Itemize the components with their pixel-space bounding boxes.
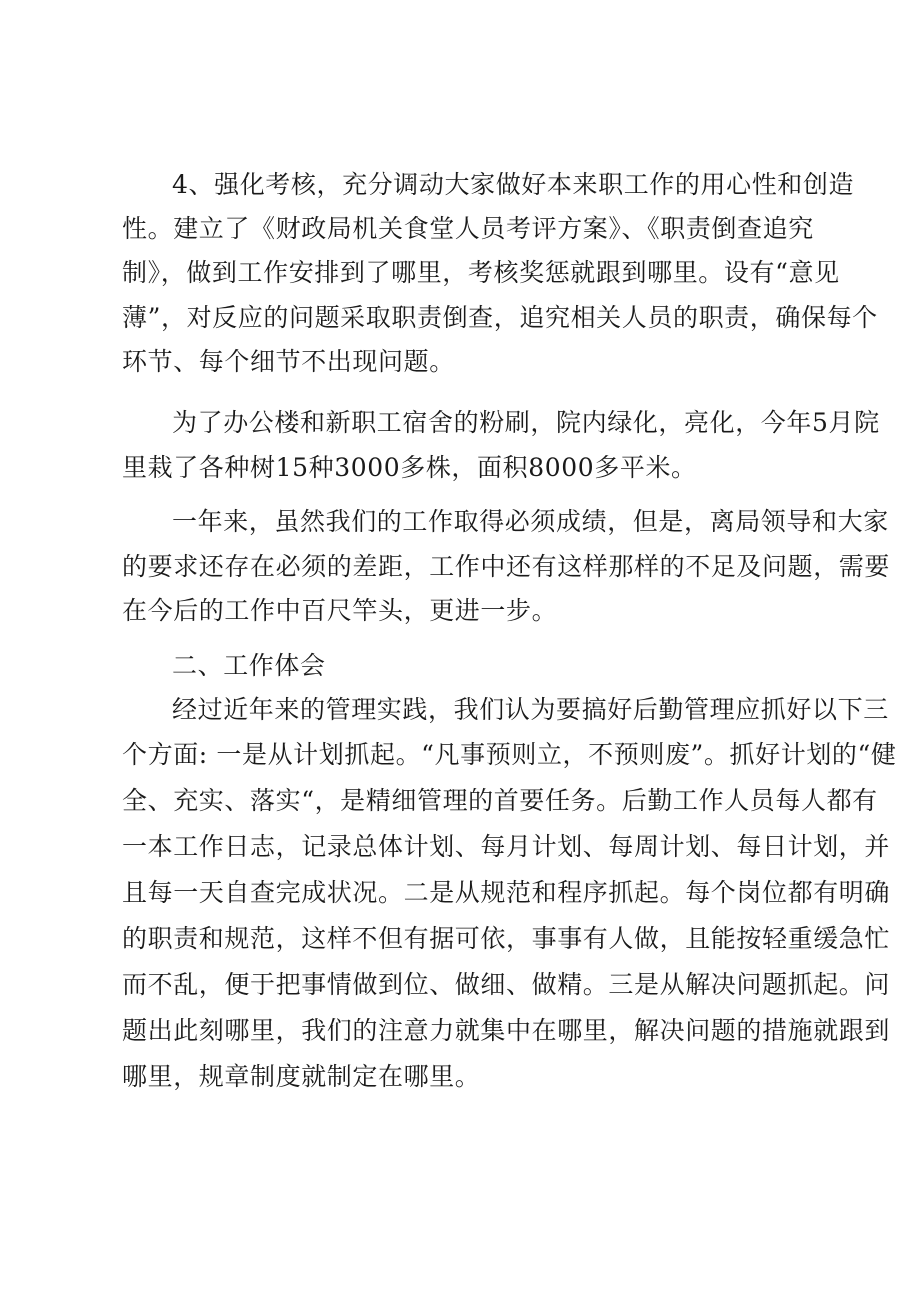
para-4-line-4: 一本工作日志，记录总体计划、每月计划、每周计划、每日计划，并	[122, 832, 891, 861]
para-4-line-3: 全、充实、落实“，是精细管理的首要任务。后勤工作人员每人都有	[122, 786, 878, 815]
para-4-line-2: 个方面: 一是从计划抓起。“凡事预则立，不预则废”。抓好计划的“健	[122, 740, 897, 769]
para-4-line-7: 而不乱，便于把事情做到位、做细、做精。三是从解决问题抓起。问	[122, 970, 891, 999]
para-1-line-2: 性。建立了《财政局机关食堂人员考评方案》、《职责倒查追究	[122, 214, 814, 243]
para-1-line-1: 4、强化考核，充分调动大家做好本来职工作的用心性和创造	[172, 170, 855, 199]
para-3-line-3: 在今后的工作中百尺竿头，更进一步。	[122, 596, 558, 625]
para-1-line-3: 制》，做到工作安排到了哪里，考核奖惩就跟到哪里。设有“意见	[122, 258, 840, 287]
para-1-line-5: 环节、每个细节不出现问题。	[122, 347, 455, 376]
para-4-line-8: 题出此刻哪里，我们的注意力就集中在哪里，解决问题的措施就跟到	[122, 1016, 891, 1045]
section-heading: 二、工作体会	[172, 651, 326, 680]
para-3-line-2: 的要求还存在必须的差距，工作中还有这样那样的不足及问题，需要	[122, 552, 891, 581]
para-3-line-1: 一年来，虽然我们的工作取得必须成绩，但是，离局领导和大家	[172, 507, 889, 536]
para-4-line-1: 经过近年来的管理实践，我们认为要搞好后勤管理应抓好以下三	[172, 695, 889, 724]
para-1-line-4: 薄”，对反应的问题采取职责倒查，追究相关人员的职责，确保每个	[122, 303, 878, 332]
para-4-line-9: 哪里，规章制度就制定在哪里。	[122, 1062, 481, 1091]
para-2-line-2: 里栽了各种树15种3000多株，面积8000多平米。	[122, 453, 697, 482]
para-2-line-1: 为了办公楼和新职工宿舍的粉刷，院内绿化，亮化，今年5月院	[172, 408, 880, 437]
para-4-line-5: 且每一天自查完成状况。二是从规范和程序抓起。每个岗位都有明确	[122, 878, 891, 907]
para-4-line-6: 的职责和规范，这样不但有据可依，事事有人做，且能按轻重缓急忙	[122, 924, 891, 953]
